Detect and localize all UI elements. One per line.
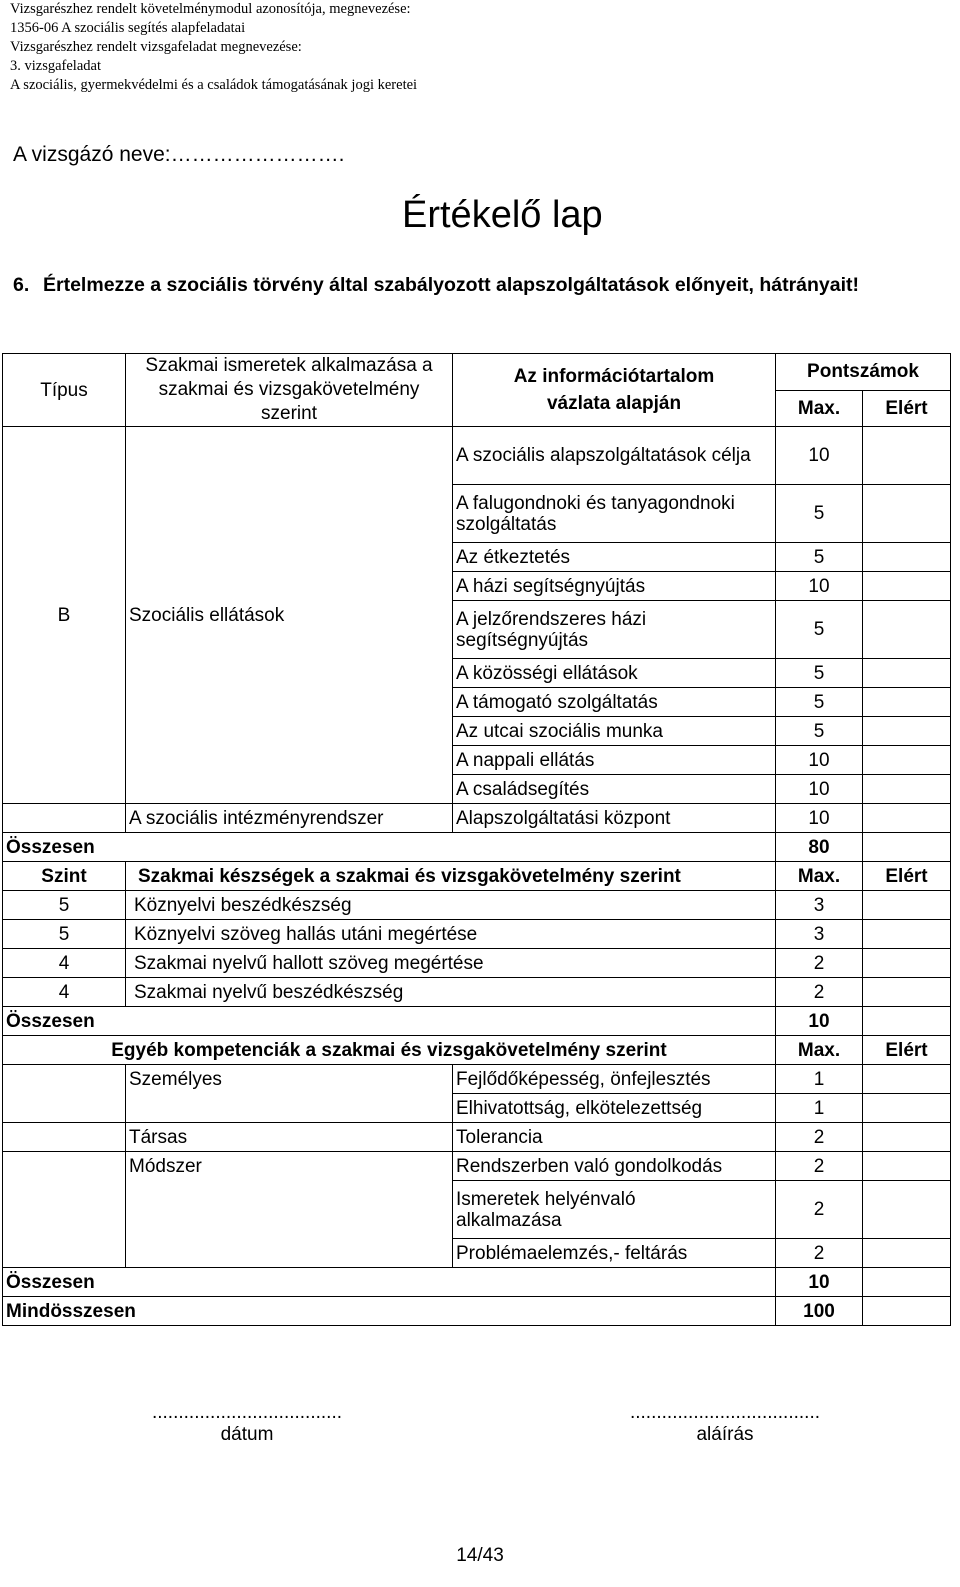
- item-max: 2: [776, 1239, 863, 1268]
- page-number: 14/43: [456, 1545, 504, 1566]
- item-elert[interactable]: [863, 572, 951, 601]
- item-elert[interactable]: [863, 920, 951, 949]
- szint-value: 4: [3, 978, 126, 1007]
- header-max: Max.: [776, 862, 863, 891]
- item-elert[interactable]: [863, 427, 951, 485]
- table-row: [3, 920, 951, 949]
- candidate-name-field: A vizsgázó neve:…………………….: [13, 143, 345, 166]
- item-elert[interactable]: [863, 949, 951, 978]
- grand-total-label: Mindösszesen: [3, 1297, 776, 1326]
- item-label: Alapszolgáltatási központ: [453, 804, 776, 833]
- item-elert[interactable]: [863, 1123, 951, 1152]
- szint-value: 5: [3, 891, 126, 920]
- item-elert[interactable]: [863, 543, 951, 572]
- item-max: 5: [776, 659, 863, 688]
- item-elert[interactable]: [863, 978, 951, 1007]
- item-max: 1: [776, 1065, 863, 1094]
- header-elert: Elért: [863, 862, 951, 891]
- item-max: 2: [776, 1152, 863, 1181]
- item-max: 10: [776, 572, 863, 601]
- header-szint: Szint: [3, 862, 126, 891]
- table-row: [3, 891, 951, 920]
- item-label: A jelzőrendszeres házi segítségnyújtás: [453, 601, 776, 659]
- category-modszer: Módszer: [126, 1152, 453, 1268]
- item-max: 2: [776, 1181, 863, 1239]
- item-elert[interactable]: [863, 659, 951, 688]
- page-title: Értékelő lap: [402, 194, 603, 236]
- item-elert[interactable]: [863, 804, 951, 833]
- section2-header-row: [3, 862, 951, 891]
- item-max: 3: [776, 920, 863, 949]
- question-number: 6.: [13, 274, 30, 296]
- item-max: 2: [776, 978, 863, 1007]
- date-block: [102, 1402, 392, 1446]
- item-label: A szociális alapszolgáltatások célja: [453, 427, 776, 485]
- header-line-5: A szociális, gyermekvédelmi és a családok támogatásának jogi keretei: [10, 77, 418, 93]
- group-szocialis-ellatasok: Szociális ellátások: [126, 427, 453, 804]
- item-max: 2: [776, 1123, 863, 1152]
- item-elert[interactable]: [863, 717, 951, 746]
- total-elert[interactable]: [863, 833, 951, 862]
- item-max: 2: [776, 949, 863, 978]
- item-label: Problémaelemzés,- feltárás: [453, 1239, 776, 1268]
- header-elert: Elért: [863, 1036, 951, 1065]
- header-szakmai-ismeretek: Szakmai ismeretek alkalmazása a szakmai és vizsgakövetelmény szerint: [126, 354, 453, 427]
- item-elert[interactable]: [863, 485, 951, 543]
- item-label: A nappali ellátás: [453, 746, 776, 775]
- total-label: Összesen: [3, 833, 776, 862]
- table-row: [3, 978, 951, 1007]
- header-max: Max.: [776, 1036, 863, 1065]
- item-label: Az utcai szociális munka: [453, 717, 776, 746]
- signature-label: aláírás: [696, 1424, 754, 1445]
- header-egyeb-kompetenciak: Egyéb kompetenciák a szakmai és vizsgakövetelmény szerint: [3, 1036, 776, 1065]
- table-row: [3, 1152, 951, 1181]
- item-elert[interactable]: [863, 1065, 951, 1094]
- signature-block: [580, 1402, 870, 1446]
- item-label: Fejlődőképesség, önfejlesztés: [453, 1065, 776, 1094]
- item-label: Tolerancia: [453, 1123, 776, 1152]
- item-label: Szakmai nyelvű beszédkészség: [126, 978, 776, 1007]
- item-label: A házi segítségnyújtás: [453, 572, 776, 601]
- header-szakmai-keszsegek: Szakmai készségek a szakmai és vizsgakövetelmény szerint: [126, 862, 776, 891]
- total-max: 10: [776, 1268, 863, 1297]
- item-elert[interactable]: [863, 1152, 951, 1181]
- item-elert[interactable]: [863, 1094, 951, 1123]
- item-max: 10: [776, 775, 863, 804]
- item-max: 5: [776, 543, 863, 572]
- grand-total-row: [3, 1297, 951, 1326]
- table-row: [3, 1123, 951, 1152]
- total-max: 80: [776, 833, 863, 862]
- category-tarsas: Társas: [126, 1123, 453, 1152]
- item-max: 10: [776, 804, 863, 833]
- item-max: 3: [776, 891, 863, 920]
- tipus-value: B: [3, 427, 126, 804]
- section1-total-row: [3, 833, 951, 862]
- total-label: Összesen: [3, 1007, 776, 1036]
- item-max: 10: [776, 427, 863, 485]
- date-line: ....................................: [151, 1402, 343, 1423]
- question: [13, 272, 933, 298]
- total-elert[interactable]: [863, 1007, 951, 1036]
- section2-total-row: [3, 1007, 951, 1036]
- section1-header-row: [3, 354, 951, 391]
- szint-value: 4: [3, 949, 126, 978]
- item-max: 5: [776, 688, 863, 717]
- header-informaciotartalom: Az információtartalom vázlata alapján: [453, 354, 776, 427]
- item-max: 1: [776, 1094, 863, 1123]
- item-label: Az étkeztetés: [453, 543, 776, 572]
- total-label: Összesen: [3, 1268, 776, 1297]
- item-label: Köznyelvi beszédkészség: [126, 891, 776, 920]
- header-tipus: Típus: [3, 354, 126, 427]
- header-line-4: 3. vizsgafeladat: [10, 58, 101, 74]
- item-elert[interactable]: [863, 601, 951, 659]
- table-row: [3, 949, 951, 978]
- header-elert: Elért: [863, 390, 951, 427]
- signature-line: ....................................: [629, 1402, 821, 1423]
- header-line-2: 1356-06 A szociális segítés alapfeladatai: [10, 20, 246, 36]
- item-max: 5: [776, 485, 863, 543]
- date-label: dátum: [220, 1424, 274, 1445]
- item-label: Rendszerben való gondolkodás: [453, 1152, 776, 1181]
- section3-header-row: [3, 1036, 951, 1065]
- item-elert[interactable]: [863, 775, 951, 804]
- table-row: [3, 804, 951, 833]
- item-elert[interactable]: [863, 1181, 951, 1239]
- item-elert[interactable]: [863, 891, 951, 920]
- table-row: [3, 1065, 951, 1094]
- document-header: [10, 0, 417, 95]
- item-elert[interactable]: [863, 688, 951, 717]
- item-label: A családsegítés: [453, 775, 776, 804]
- table-row: [3, 427, 951, 485]
- item-label: Ismeretek helyénvaló alkalmazása: [453, 1181, 776, 1239]
- item-max: 5: [776, 601, 863, 659]
- item-label: A támogató szolgáltatás: [453, 688, 776, 717]
- item-elert[interactable]: [863, 1239, 951, 1268]
- grand-total-max: 100: [776, 1297, 863, 1326]
- header-line-3: Vizsgarészhez rendelt vizsgafeladat megnevezése:: [10, 39, 302, 55]
- item-max: 10: [776, 746, 863, 775]
- item-label: Elhivatottság, elkötelezettség: [453, 1094, 776, 1123]
- section3-total-row: [3, 1268, 951, 1297]
- szint-value: 5: [3, 920, 126, 949]
- item-max: 5: [776, 717, 863, 746]
- item-label: Köznyelvi szöveg hallás utáni megértése: [126, 920, 776, 949]
- evaluation-table: [2, 353, 951, 1326]
- item-label: Szakmai nyelvű hallott szöveg megértése: [126, 949, 776, 978]
- item-label: A közösségi ellátások: [453, 659, 776, 688]
- header-max: Max.: [776, 390, 863, 427]
- item-label: A falugondnoki és tanyagondnoki szolgáltatás: [453, 485, 776, 543]
- category-szemelyes: Személyes: [126, 1065, 453, 1123]
- total-max: 10: [776, 1007, 863, 1036]
- header-line-1: Vizsgarészhez rendelt követelménymodul azonosítója, megnevezése:: [10, 1, 411, 17]
- group-szocialis-intezmenyrendszer: A szociális intézményrendszer: [126, 804, 453, 833]
- item-elert[interactable]: [863, 746, 951, 775]
- grand-total-elert[interactable]: [863, 1297, 951, 1326]
- header-pontszamok: Pontszámok: [776, 354, 951, 391]
- total-elert[interactable]: [863, 1268, 951, 1297]
- question-text: Értelmezze a szociális törvény által szabályozott alapszolgáltatások előnyeit, hátrányait!: [43, 274, 860, 296]
